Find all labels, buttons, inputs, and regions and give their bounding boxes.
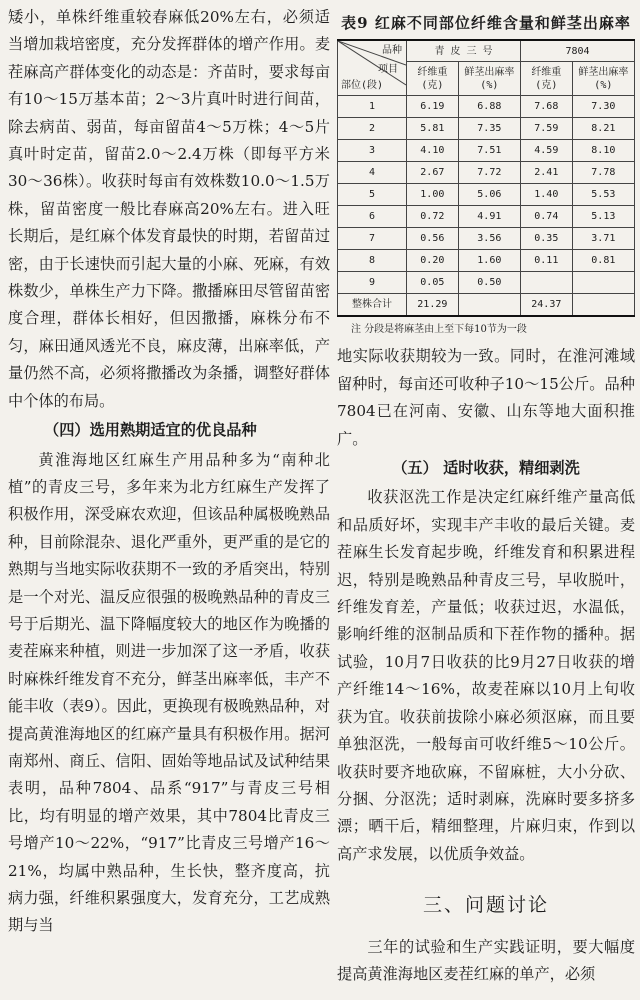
table-cell: 5 xyxy=(338,184,407,206)
total-fiber-7804: 24.37 xyxy=(520,294,572,317)
table-cell: 8.21 xyxy=(572,118,634,140)
table-cell: 7.72 xyxy=(458,162,520,184)
table-cell: 3.56 xyxy=(458,228,520,250)
table-cell: 6.19 xyxy=(407,96,459,118)
table-9-block xyxy=(337,10,635,337)
table-cell: 5.53 xyxy=(572,184,634,206)
table-cell xyxy=(520,272,572,294)
table-cell: 0.11 xyxy=(520,250,572,272)
table-cell: 0.72 xyxy=(407,206,459,228)
table-cell: 3.71 xyxy=(572,228,634,250)
paragraph-discussion: 三年的试验和生产实践证明，要大幅度提高黄淮海地区麦茬红麻的单产，必须 xyxy=(337,937,635,983)
table-cell: 0.35 xyxy=(520,228,572,250)
table-row xyxy=(338,250,635,272)
table-cell: 4.59 xyxy=(520,140,572,162)
table-corner-cell xyxy=(338,40,407,96)
table-cell: 2.41 xyxy=(520,162,572,184)
paragraph-variety: 黄淮海地区红麻生产用品种多为“南种北植”的青皮三号，多年来为北方红麻生产发挥了积极作用，深受麻农欢迎，但该品种属极晚熟品种，目前除混杂、退化严重外，更严重的是它的熟期与当地实际收获期不一致的矛盾突出，特别是一个对光、温反应很强的极晚熟品种的青皮三号于后期光、温下降幅度较大的地区作为晚播的麦茬麻来种植，则进一步加深了这一矛盾，收获时麻株纤维发育不充分，鲜茎出麻率低，丰产不能丰收（表9）。因此，更换现有极晚熟品种，对提高黄淮海地区的红麻产量具有积极作用。据河南郑州、商丘、信阳、固始等地品试及试种结果表明，品种7804、品系“917”与青皮三号相比，均有明显的增产效果，其中7804比青皮三号增产10～22%，“917”比青皮三号增产16～21%，均属中熟品种，生长快，整齐度高，抗病力强，纤维积累强度大，发育充分，工艺成熟期与当 xyxy=(8,450,330,935)
table-cell: 0.81 xyxy=(572,250,634,272)
table-cell xyxy=(572,272,634,294)
corner-label-section: 部位(段) xyxy=(341,80,384,92)
paragraph-density: 矮小，单株纤维重较春麻低20%左右，必须适当增加栽培密度，充分发挥群体的增产作用。麦茬麻高产群体变化的动态是：齐苗时，要求每亩有10～15万基本苗；2～3片真叶时进行间苗，除去病苗、弱苗，每亩留苗4～5万株；4～5片真叶时定苗，留苗2.0～2.4万株（即每平方米30～36株）。收获时每亩有效株数10.0～1.5万株，留苗密度一般比春麻高20%左右。进入旺长期后，是红麻个体发育最快的时期，若留苗过密，由于长速快而引起大量的小麻、死麻，有效株数少，单株生产力下降。撒播麻田尽管留苗密度合理，群体长相好，但因撒播，麻株分布不匀，麻田通风透光不良，麻皮薄，出麻率低，产量仍然不高，必须将撒播改为条播，调整好群体中个体的布局。 xyxy=(8,8,330,410)
table-cell: 0.50 xyxy=(458,272,520,294)
table-cell: 1 xyxy=(338,96,407,118)
table-cell: 7 xyxy=(338,228,407,250)
table-cell: 1.40 xyxy=(520,184,572,206)
fiber-yield-table xyxy=(337,39,635,317)
table-cell: 9 xyxy=(338,272,407,294)
table-cell: 7.59 xyxy=(520,118,572,140)
table-cell: 6.88 xyxy=(458,96,520,118)
table-cell xyxy=(458,294,520,317)
left-column xyxy=(8,4,330,940)
table-header-row xyxy=(338,40,635,61)
table-cell: 6 xyxy=(338,206,407,228)
table-cell xyxy=(572,294,634,317)
table-cell: 7.68 xyxy=(520,96,572,118)
table-cell: 2.67 xyxy=(407,162,459,184)
variety-header-7804: 7804 xyxy=(520,40,634,61)
table-row xyxy=(338,140,635,162)
table-caption: 表9 红麻不同部位纤维含量和鲜茎出麻率 xyxy=(341,14,631,32)
table-cell: 0.56 xyxy=(407,228,459,250)
col-fiber-weight: 纤维重(克) xyxy=(520,62,572,96)
table-note: 注 分段是将麻茎由上至下每10节为一段 xyxy=(351,324,527,336)
heading-variety-selection: （四）选用熟期适宜的优良品种 xyxy=(44,421,257,440)
table-cell: 1.00 xyxy=(407,184,459,206)
table-cell: 7.35 xyxy=(458,118,520,140)
table-cell: 5.06 xyxy=(458,184,520,206)
table-cell: 8 xyxy=(338,250,407,272)
table-row xyxy=(338,184,635,206)
variety-header-qingpi3: 青 皮 三 号 xyxy=(407,40,521,61)
col-fiber-weight: 纤维重(克) xyxy=(407,62,459,96)
table-cell: 8.10 xyxy=(572,140,634,162)
table-cell: 5.13 xyxy=(572,206,634,228)
table-cell: 7.51 xyxy=(458,140,520,162)
table-row xyxy=(338,118,635,140)
table-row xyxy=(338,272,635,294)
table-cell: 4 xyxy=(338,162,407,184)
table-cell: 2 xyxy=(338,118,407,140)
table-cell: 0.74 xyxy=(520,206,572,228)
corner-label-item: 项目 xyxy=(378,64,398,76)
table-row xyxy=(338,228,635,250)
section-title-discussion: 三、问题讨论 xyxy=(422,894,549,917)
table-cell: 7.30 xyxy=(572,96,634,118)
table-cell: 3 xyxy=(338,140,407,162)
table-total-row xyxy=(338,294,635,317)
total-label: 整株合计 xyxy=(338,294,407,317)
total-fiber-qingpi3: 21.29 xyxy=(407,294,459,317)
table-cell: 1.60 xyxy=(458,250,520,272)
paragraph-after-table: 地实际收获期较为一致。同时，在淮河滩域留种时，每亩还可收种子10～15公斤。品种7804已在河南、安徽、山东等地大面积推广。 xyxy=(337,347,635,448)
heading-harvest: （五） 适时收获，精细剥洗 xyxy=(392,459,580,478)
col-yield-rate: 鲜茎出麻率(%) xyxy=(458,62,520,96)
table-row xyxy=(338,206,635,228)
table-row xyxy=(338,162,635,184)
table-cell: 0.20 xyxy=(407,250,459,272)
table-cell: 4.10 xyxy=(407,140,459,162)
table-cell: 0.05 xyxy=(407,272,459,294)
corner-label-variety: 品种 xyxy=(382,45,402,57)
paragraph-harvest: 收获沤洗工作是决定红麻纤维产量高低和品质好坏，实现丰产丰收的最后关键。麦茬麻生长发育起步晚，纤维发育和积累进程迟，特别是晚熟品种青皮三号，早收脱叶，纤维发育差，产量低；收获过迟，水温低，影响纤维的沤制品质和下茬作物的播种。据试验，10月7日收获的比9月27日收获的增产纤维14～16%，故麦茬麻以10月上旬收获为宜。收获前拔除小麻必须沤麻，而且要单独沤洗，一般每亩可收纤维5～10公斤。收获时要齐地砍麻，不留麻桩，大小分砍、分捆、分沤洗；适时剥麻，洗麻时要多挤多漂；晒干后，精细整理，片麻归束，作到以高产求发展，以优质争效益。 xyxy=(337,488,635,863)
table-cell: 5.81 xyxy=(407,118,459,140)
right-column xyxy=(337,4,635,988)
table-cell: 7.78 xyxy=(572,162,634,184)
table-cell: 4.91 xyxy=(458,206,520,228)
col-yield-rate: 鲜茎出麻率(%) xyxy=(572,62,634,96)
